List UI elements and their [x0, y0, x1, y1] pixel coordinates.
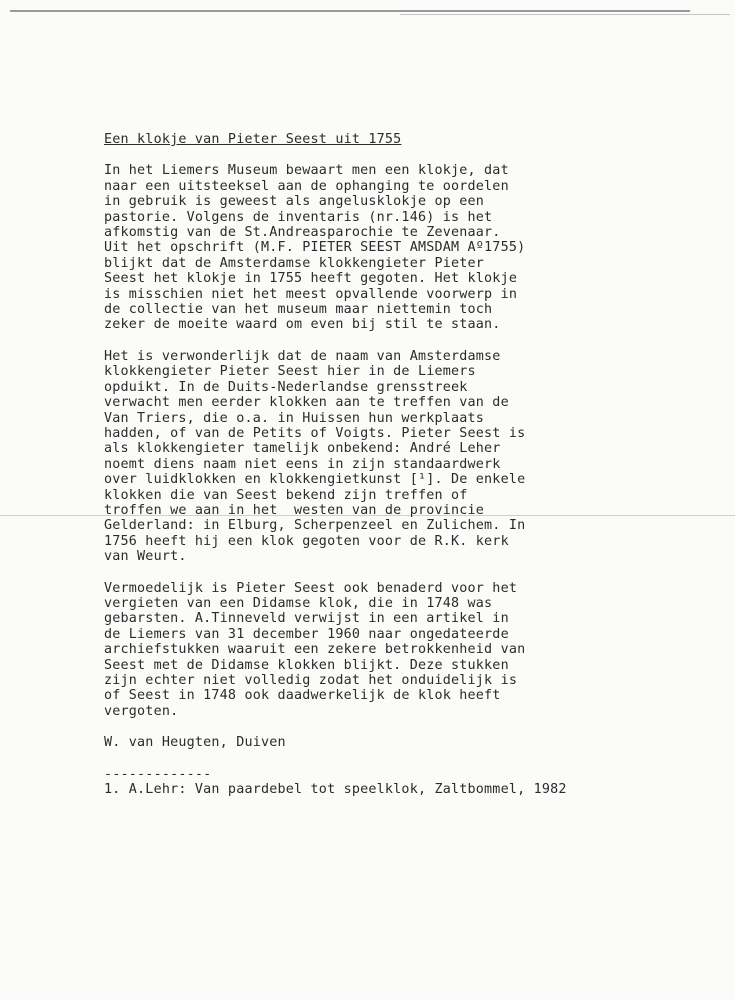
paragraph-3 [104, 581, 704, 720]
text-line: Seest met de Didamse klokken blijkt. Deze stukken [104, 657, 509, 673]
text-line: is misschien niet het meest opvallende voorwerp in [104, 286, 518, 302]
text-line: over luidklokken en klokkengietkunst [¹]. De enkele [104, 472, 526, 488]
paragraph-2 [104, 349, 704, 565]
text-line: Seest het klokje in 1755 heeft gegoten. Het klokje [104, 271, 518, 287]
text-line: of Seest in 1748 ook daadwerkelijk de klok heeft [104, 688, 501, 704]
text-line: In het Liemers Museum bewaart men een klokje, dat [104, 163, 509, 179]
paragraph-1 [104, 163, 704, 332]
document-page [104, 132, 704, 797]
text-line: vergoten. [104, 703, 179, 719]
text-line: Uit het opschrift (M.F. PIETER SEEST AMSDAM Aº1755) [104, 240, 526, 256]
text-line: klokken die van Seest bekend zijn treffen of [104, 487, 468, 503]
text-line: de collectie van het museum maar niettemin toch [104, 302, 493, 318]
text-line: Gelderland: in Elburg, Scherpenzeel en Zulichem. In [104, 518, 526, 534]
text-line: de Liemers van 31 december 1960 naar ongedateerde [104, 626, 509, 642]
text-line: noemt diens naam niet eens in zijn standaardwerk [104, 456, 501, 472]
text-line: zijn echter niet volledig zodat het onduidelijk is [104, 673, 518, 688]
text-line: als klokkengieter tamelijk onbekend: André Leher [104, 441, 501, 457]
text-line: opduikt. In de Duits-Nederlandse grensstreek [104, 379, 468, 395]
footnote: 1. A.Lehr: Van paardebel tot speelklok, Zaltbommel, 1982 [104, 782, 567, 798]
author-signature: W. van Heugten, Duiven [104, 735, 286, 751]
text-line: verwacht men eerder klokken aan te treffen van de [104, 395, 509, 411]
text-line: zeker de moeite waard om even bij stil te staan. [104, 317, 501, 333]
text-line: in gebruik is geweest als angelusklokje op een [104, 194, 485, 210]
scan-edge-line-secondary [400, 14, 730, 15]
text-line: van Weurt. [104, 549, 187, 565]
text-line: Het is verwonderlijk dat de naam van Amsterdamse [104, 348, 501, 364]
text-line: 1756 heeft hij een klok gegoten voor de R.K. kerk [104, 533, 509, 549]
text-line: Vermoedelijk is Pieter Seest ook benaderd voor het [104, 580, 518, 596]
text-line: afkomstig van de St.Andreasparochie te Zevenaar. [104, 225, 501, 241]
text-line: naar een uitsteeksel aan de ophanging te oordelen [104, 178, 509, 194]
text-line: hadden, of van de Petits of Voigts. Pieter Seest is [104, 425, 526, 441]
scan-edge-line [10, 10, 690, 12]
text-line: Van Triers, die o.a. in Huissen hun werkplaats [104, 410, 485, 426]
text-line: troffen we aan in het westen van de provincie [104, 502, 485, 518]
document-title: Een klokje van Pieter Seest uit 1755 [104, 132, 402, 147]
text-line: pastorie. Volgens de inventaris (nr.146) is het [104, 209, 493, 225]
text-line: blijkt dat de Amsterdamse klokkengieter Pieter [104, 255, 485, 271]
text-line: archiefstukken waaruit een zekere betrokkenheid van [104, 642, 526, 658]
text-line: gebarsten. A.Tinneveld verwijst in een artikel in [104, 611, 509, 627]
text-line: klokkengieter Pieter Seest hier in de Liemers [104, 364, 476, 380]
footnote-separator: ------------- [104, 766, 212, 782]
text-line: vergieten van een Didamse klok, die in 1748 was [104, 595, 493, 611]
